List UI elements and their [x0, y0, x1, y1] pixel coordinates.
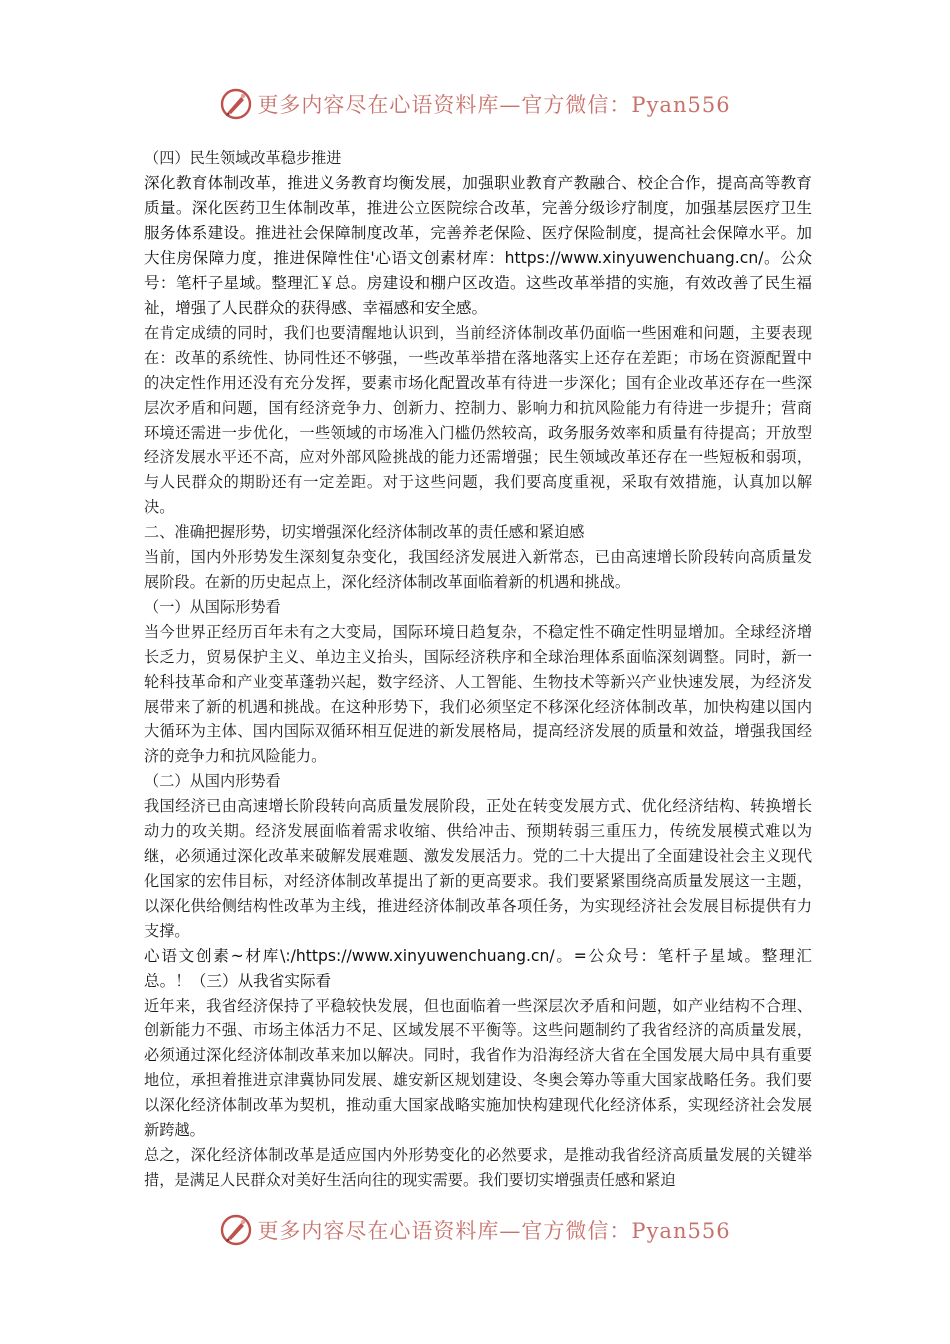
paragraph-minsheng-reform: 深化教育体制改革，推进义务教育均衡发展，加强职业教育产教融合、校企合作，提高高等教育质量。深化医药卫生体制改革，推进公立医院综合改革，完善分级诊疗制度，加强基层医疗卫生服务体系建设。推进社会保障制度改革，完善养老保险、医疗保险制度，提高社会保障水平。加大住房保障力度，推进保障性住'心语文创素材库：https://www.xinyuwenchuang.cn/。公众号：笔杆子星域。整理汇￥总。房建设和棚户区改造。这些改革举措的实施，有效改善了民生福祉，增强了人民群众的获得感、幸福感和安全感。	[144, 173, 812, 317]
header-banner-text: 更多内容尽在心语资料库—官方微信：Pyan556	[257, 93, 731, 117]
footer-banner	[0, 1210, 950, 1250]
pen-logo-icon	[219, 87, 253, 121]
footer-banner-text: 更多内容尽在心语资料库—官方微信：Pyan556	[257, 1219, 731, 1243]
section-heading-situation: 二、准确把握形势，切实增强深化经济体制改革的责任感和紧迫感	[144, 523, 585, 542]
paragraph-conclusion: 总之，深化经济体制改革是适应国内外形势变化的必然要求，是推动我省经济高质量发展的关键举措，是满足人民群众对美好生活向往的现实需要。我们要切实增强责任感和紧迫	[144, 1146, 812, 1189]
paragraph-watermark-provincial-heading: 心语文创素~材库\:/https://www.xinyuwenchuang.cn/。=公众号：笔杆子星域。整理汇总。！（三）从我省实际看	[144, 946, 812, 990]
subheading-international: （一）从国际形势看	[144, 597, 281, 616]
paragraph-international: 当今世界正经历百年未有之大变局，国际环境日趋复杂，不稳定性不确定性明显增加。全球经济增长乏力，贸易保护主义、单边主义抬头，国际经济秩序和全球治理体系面临深刻调整。同时，新一轮科技革命和产业变革蓬勃兴起，数字经济、人工智能、生物技术等新兴产业快速发展，为经济发展带来了新的机遇和挑战。在这种形势下，我们必须坚定不移深化经济体制改革，加快构建以国内大循环为主体、国内国际双循环相互促进的新发展格局，提高经济发展的质量和效益，增强我国经济的竞争力和抗风险能力。	[144, 622, 812, 766]
pen-logo-icon	[219, 1213, 253, 1247]
paragraph-provincial: 近年来，我省经济保持了平稳较快发展，但也面临着一些深层次矛盾和问题，如产业结构不合理、创新能力不强、市场主体活力不足、区域发展不平衡等。这些问题制约了我省经济的高质量发展，必须通过深化经济体制改革来加以解决。同时，我省作为沿海经济大省在全国发展大局中具有重要地位，承担着推进京津冀协同发展、雄安新区规划建设、冬奥会筹办等重大国家战略任务。我们要以深化经济体制改革为契机，推动重大国家战略实施加快构建现代化经济体系，实现经济社会发展新跨越。	[144, 996, 812, 1140]
header-banner	[0, 84, 950, 124]
document-body	[144, 146, 812, 1193]
subheading-domestic: （二）从国内形势看	[144, 772, 281, 791]
paragraph-problems: 在肯定成绩的同时，我们也要清醒地认识到，当前经济体制改革仍面临一些困难和问题，主要表现在：改革的系统性、协同性还不够强，一些改革举措在落地落实上还存在差距；市场在资源配置中的决定性作用还没有充分发挥，要素市场化配置改革有待进一步深化；国有企业改革还存在一些深层次矛盾和问题，国有经济竞争力、创新力、控制力、影响力和抗风险能力有待进一步提升；营商环境还需进一步优化，一些领域的市场准入门槛仍然较高，政务服务效率和质量有待提高；开放型经济发展水平还不高，应对外部风险挑战的能力还需增强；民生领域改革还存在一些短板和弱项，与人民群众的期盼还有一定差距。对于这些问题，我们要高度重视，采取有效措施，认真加以解决。	[144, 323, 812, 517]
paragraph-situation-intro: 当前，国内外形势发生深刻复杂变化，我国经济发展进入新常态，已由高速增长阶段转向高质量发展阶段。在新的历史起点上，深化经济体制改革面临着新的机遇和挑战。	[144, 548, 812, 591]
paragraph-domestic: 我国经济已由高速增长阶段转向高质量发展阶段，正处在转变发展方式、优化经济结构、转换增长动力的攻关期。经济发展面临着需求收缩、供给冲击、预期转弱三重压力，传统发展模式难以为继，必须通过深化改革来破解发展难题、激发发展活力。党的二十大提出了全面建设社会主义现代化国家的宏伟目标，对经济体制改革提出了新的更高要求。我们要紧紧围绕高质量发展这一主题，以深化供给侧结构性改革为主线，推进经济体制改革各项任务，为实现经济社会发展目标提供有力支撑。	[144, 797, 812, 940]
section-heading-minsheng: （四）民生领域改革稳步推进	[144, 149, 342, 167]
